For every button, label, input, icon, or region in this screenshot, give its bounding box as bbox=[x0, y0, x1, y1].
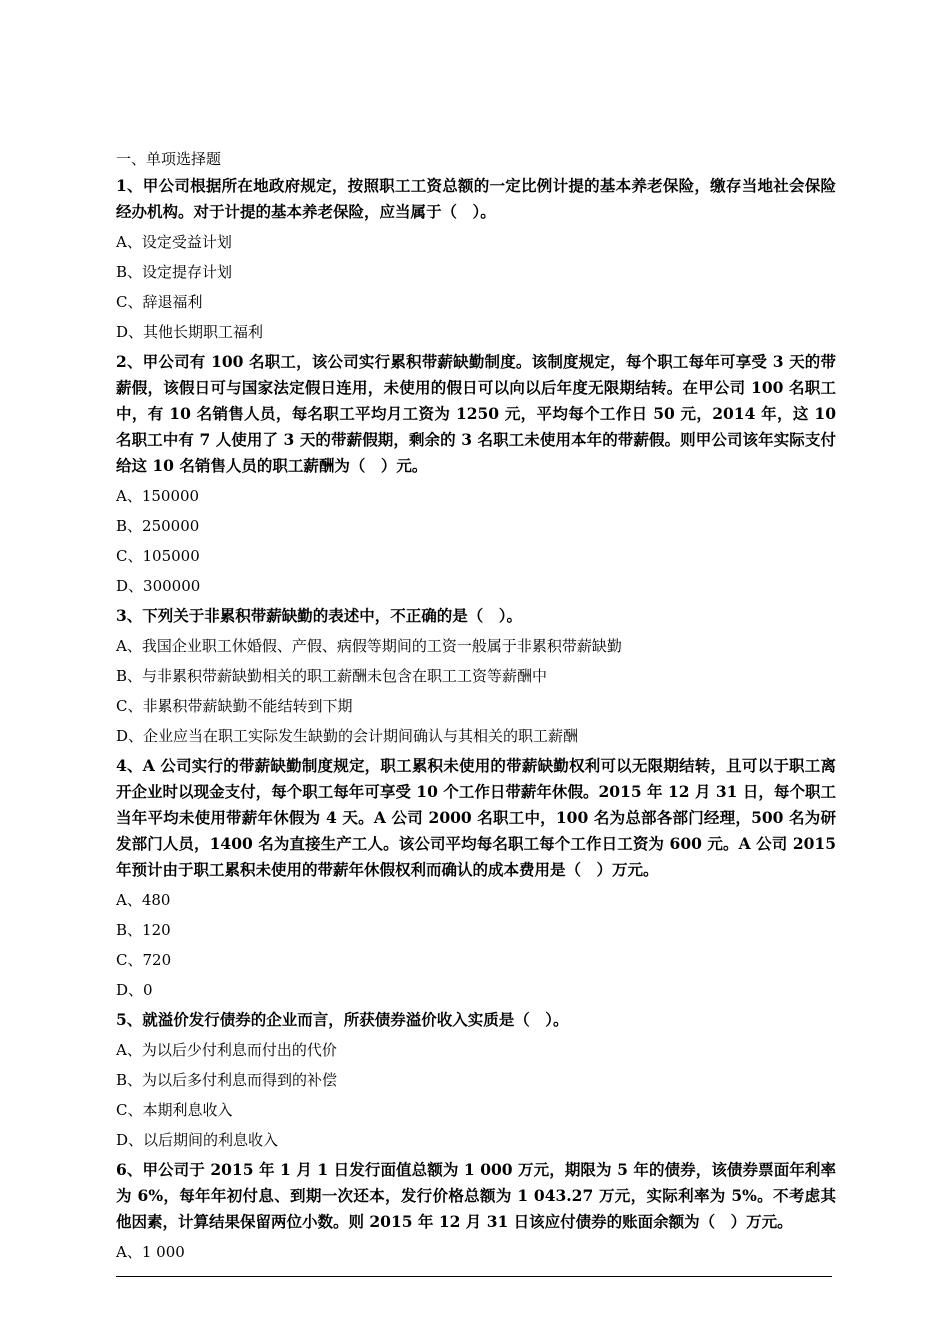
option-d: D、其他长期职工福利 bbox=[116, 323, 264, 341]
question-4 bbox=[116, 753, 836, 1003]
question-stem: 2、甲公司有 100 名职工，该公司实行累积带薪缺勤制度。该制度规定，每个职工每年可享受 3 天的带薪假，该假日可与国家法定假日连用，未使用的假日可以向以后年度无限期结转。在甲公司 100 名职工中，有 10 名销售人员，每名职工平均月工资为 1250 元，平均每个工作日 50 元，2014 年，这 10 名职工中有 7 人使用了 3 天的带薪假期，剩余的 3 名职工未使用本年的带薪假。则甲公司该年实际支付给这 10 名销售人员的职工薪酬为（ ）元。 bbox=[116, 352, 836, 475]
option-a: A、我国企业职工休婚假、产假、病假等期间的工资一般属于非累积带薪缺勤 bbox=[116, 637, 622, 655]
question-5 bbox=[116, 1007, 836, 1153]
option-a: A、480 bbox=[116, 891, 171, 909]
question-stem: 4、A 公司实行的带薪缺勤制度规定，职工累积未使用的带薪缺勤权利可以无限期结转，且可以于职工离开企业时以现金支付，每个职工每年可享受 10 个工作日带薪年休假。2015 年 12 月 31 日，每个职工当年平均未使用带薪年休假为 4 天。A 公司 2000 名职工中，100 名为总部各部门经理，500 名为研发部门人员，1400 名为直接生产工人。该公司平均每名职工每个工作日工资为 600 元。A 公司 2015 年预计由于职工累积未使用的带薪年休假权利而确认的成本费用是（ ）万元。 bbox=[116, 756, 836, 879]
footer-divider bbox=[116, 1276, 832, 1277]
option-d: D、以后期间的利息收入 bbox=[116, 1131, 279, 1149]
option-a: A、为以后少付利息而付出的代价 bbox=[116, 1041, 337, 1059]
option-b: B、设定提存计划 bbox=[116, 263, 233, 281]
option-b: B、120 bbox=[116, 921, 171, 939]
option-c: C、本期利息收入 bbox=[116, 1101, 233, 1119]
option-d: D、300000 bbox=[116, 577, 201, 595]
option-b: B、与非累积带薪缺勤相关的职工薪酬未包含在职工工资等薪酬中 bbox=[116, 667, 548, 685]
exam-page bbox=[116, 147, 836, 1269]
question-1 bbox=[116, 173, 836, 345]
question-stem: 3、下列关于非累积带薪缺勤的表述中，不正确的是（ ）。 bbox=[116, 606, 523, 625]
option-a: A、150000 bbox=[116, 487, 200, 505]
option-c: C、辞退福利 bbox=[116, 293, 203, 311]
option-b: B、为以后多付利息而得到的补偿 bbox=[116, 1071, 338, 1089]
option-d: D、0 bbox=[116, 981, 153, 999]
option-a: A、1 000 bbox=[116, 1243, 185, 1261]
option-c: C、105000 bbox=[116, 547, 200, 565]
option-d: D、企业应当在职工实际发生缺勤的会计期间确认与其相关的职工薪酬 bbox=[116, 727, 579, 745]
option-a: A、设定受益计划 bbox=[116, 233, 232, 251]
question-3 bbox=[116, 603, 836, 749]
option-b: B、250000 bbox=[116, 517, 200, 535]
question-6 bbox=[116, 1157, 836, 1265]
question-stem: 5、就溢价发行债券的企业而言，所获债券溢价收入实质是（ ）。 bbox=[116, 1010, 569, 1029]
option-c: C、非累积带薪缺勤不能结转到下期 bbox=[116, 697, 353, 715]
option-c: C、720 bbox=[116, 951, 172, 969]
question-stem: 6、甲公司于 2015 年 1 月 1 日发行面值总额为 1 000 万元，期限为 5 年的债券，该债券票面年利率为 6%，每年年初付息、到期一次还本，发行价格总额为 1 043.27 万元，实际利率为 5%。不考虑其他因素，计算结果保留两位小数。则 2015 年 12 月 31 日该应付债券的账面余额为（ ）万元。 bbox=[116, 1160, 836, 1231]
question-2 bbox=[116, 349, 836, 599]
section-title: 一、单项选择题 bbox=[116, 150, 222, 168]
question-stem: 1、甲公司根据所在地政府规定，按照职工工资总额的一定比例计提的基本养老保险，缴存当地社会保险经办机构。对于计提的基本养老保险，应当属于（ ）。 bbox=[116, 176, 836, 221]
